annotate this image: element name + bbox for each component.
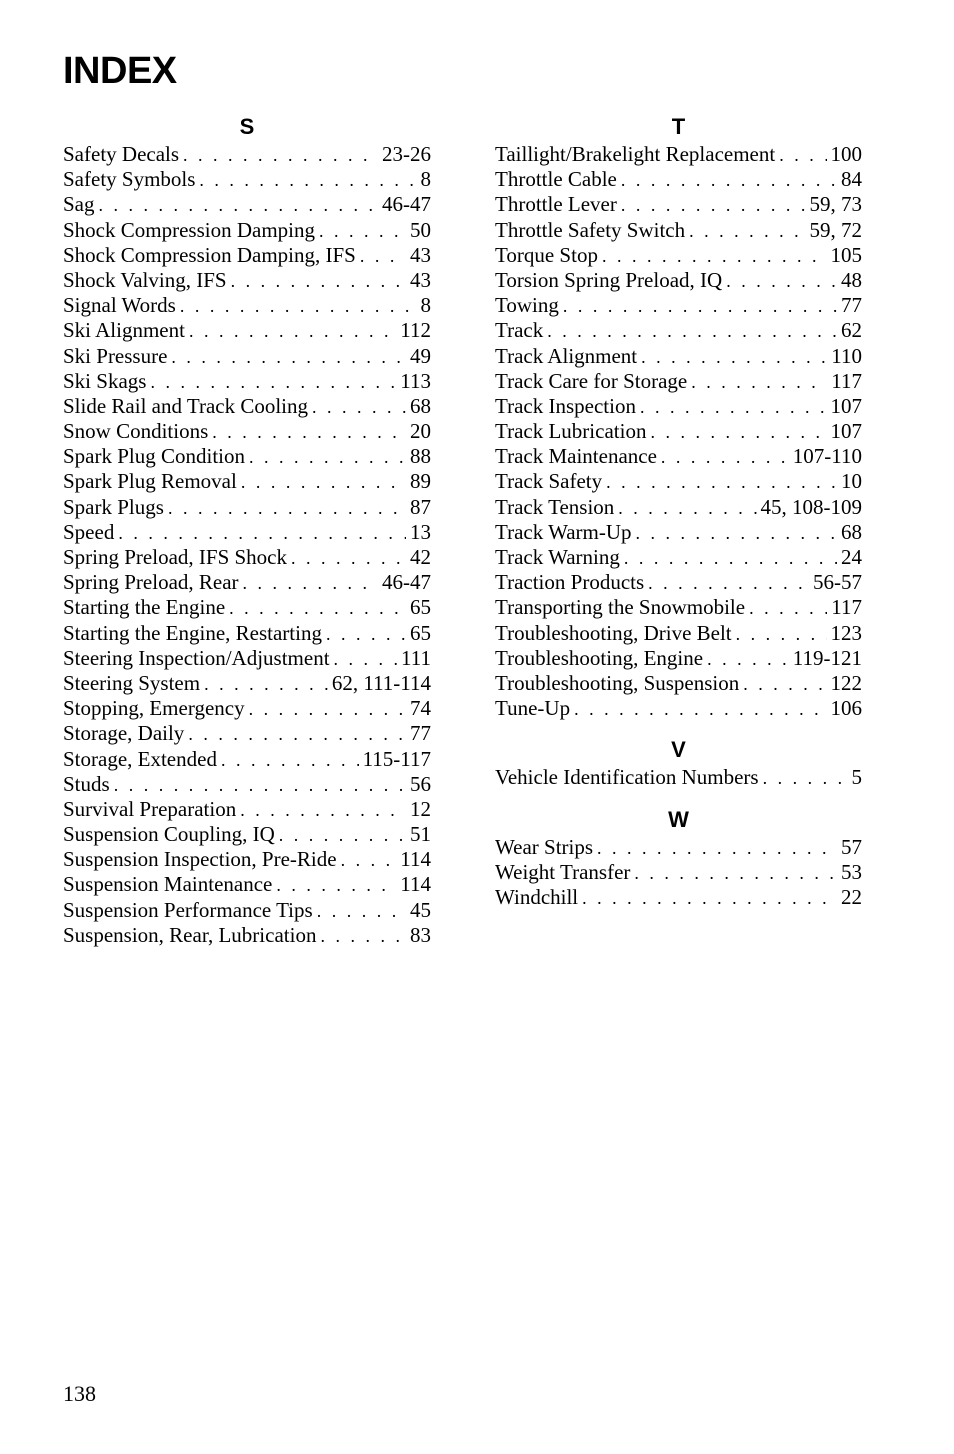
dot-leader [312, 395, 406, 420]
index-entry [63, 520, 431, 545]
dot-leader [188, 722, 406, 747]
dot-leader [736, 622, 827, 647]
entry-page: 59, 73 [809, 192, 862, 217]
entry-term: Wear Strips [495, 834, 594, 859]
entry-term: Stopping, Emergency [63, 696, 245, 721]
dot-leader [320, 924, 406, 949]
entry-term: Signal Words [63, 293, 176, 318]
entry-page: 57 [841, 834, 862, 859]
dot-leader [648, 571, 809, 596]
index-entry [495, 765, 862, 790]
entry-term: Ski Alignment [63, 318, 185, 343]
entry-page: 88 [410, 444, 431, 469]
dot-leader [606, 470, 837, 495]
dot-leader [180, 294, 417, 319]
index-entry [495, 344, 862, 369]
dot-leader [640, 395, 827, 420]
entry-term: Ski Pressure [63, 343, 168, 368]
entry-page: 83 [410, 922, 431, 947]
entry-term: Shock Valving, IFS [63, 267, 227, 292]
index-entry [63, 243, 431, 268]
entry-page: 113 [400, 368, 431, 393]
index-entry [63, 268, 431, 293]
index-entry [63, 192, 431, 217]
index-column-right [495, 112, 862, 924]
index-entry [63, 747, 431, 772]
entry-page: 100 [830, 142, 862, 166]
entry-term: Steering Inspection/Adjustment [63, 645, 330, 670]
index-entry [63, 469, 431, 494]
index-entry [495, 243, 862, 268]
entry-page: 46-47 [382, 192, 431, 217]
index-entry [63, 293, 431, 318]
dot-leader [240, 798, 406, 823]
dot-leader [221, 748, 359, 773]
index-entry [495, 142, 862, 167]
index-entry [63, 696, 431, 721]
index-entry [495, 646, 862, 671]
entry-page: 51 [410, 822, 431, 847]
dot-leader [150, 370, 396, 395]
entry-term: Weight Transfer [495, 859, 631, 884]
entry-term: Suspension Coupling, IQ [63, 822, 275, 847]
entry-page: 123 [830, 620, 862, 645]
entry-term: Suspension Inspection, Pre-Ride [63, 847, 337, 872]
index-entry [495, 167, 862, 192]
entry-page: 59, 72 [809, 217, 862, 242]
entry-term: Windchill [495, 884, 579, 909]
entry-page: 65 [410, 595, 431, 620]
dot-leader [743, 672, 826, 697]
dot-leader [341, 848, 397, 873]
index-entry [63, 772, 431, 797]
entry-page: 74 [410, 696, 431, 721]
dot-leader [726, 269, 837, 294]
index-section [495, 805, 862, 911]
entry-page: 50 [410, 217, 431, 242]
entry-page: 45 [410, 897, 431, 922]
entry-term: Tune-Up [495, 696, 571, 721]
dot-leader [291, 546, 406, 571]
entry-term: Shock Compression Damping [63, 217, 315, 242]
entry-page: 107-110 [792, 444, 862, 469]
dot-leader [661, 445, 789, 470]
index-entry [495, 885, 862, 910]
index-entry [63, 595, 431, 620]
index-entry [63, 167, 431, 192]
entry-page: 122 [830, 670, 862, 695]
entry-page: 49 [410, 343, 431, 368]
entry-page: 107 [830, 419, 862, 444]
dot-leader [326, 622, 406, 647]
dot-leader [279, 823, 406, 848]
index-entry [63, 923, 431, 948]
dot-leader [276, 873, 396, 898]
entry-term: Ski Skags [63, 368, 147, 393]
entry-term: Starting the Engine [63, 595, 226, 620]
entry-page: 43 [410, 267, 431, 292]
entry-page: 65 [410, 620, 431, 645]
entry-term: Track Inspection [495, 393, 636, 418]
index-section [63, 112, 431, 948]
index-entry [495, 192, 862, 217]
entry-term: Track Care for Storage [495, 368, 688, 393]
entry-term: Track Warm-Up [495, 519, 632, 544]
entry-term: Track Maintenance [495, 444, 657, 469]
index-entry [63, 570, 431, 595]
entry-term: Safety Decals [63, 142, 180, 166]
entry-page: 111 [401, 645, 431, 670]
index-entry [63, 318, 431, 343]
index-entry [63, 671, 431, 696]
entry-page: 48 [841, 267, 862, 292]
entry-page: 106 [830, 696, 862, 721]
entry-page: 68 [410, 393, 431, 418]
entry-term: Shock Compression Damping, IFS [63, 242, 356, 267]
index-section [495, 735, 862, 790]
dot-leader [597, 836, 837, 861]
entry-page: 56-57 [813, 570, 862, 595]
entry-term: Track Tension [495, 494, 615, 519]
index-entry [495, 545, 862, 570]
entry-page: 8 [420, 293, 431, 318]
entry-term: Speed [63, 519, 115, 544]
dot-leader [243, 571, 378, 596]
entry-term: Spring Preload, Rear [63, 570, 239, 595]
entry-term: Taillight/Brakelight Replacement [495, 142, 776, 166]
index-entry [495, 671, 862, 696]
entry-page: 20 [410, 419, 431, 444]
index-entry [63, 847, 431, 872]
index-entry [495, 595, 862, 620]
dot-leader [689, 219, 805, 244]
index-entry [63, 369, 431, 394]
index-entry [495, 469, 862, 494]
entry-term: Throttle Cable [495, 167, 617, 192]
index-entry [495, 495, 862, 520]
entry-page: 56 [410, 771, 431, 796]
entry-page: 84 [841, 167, 862, 192]
entry-page: 10 [841, 469, 862, 494]
index-entry [495, 835, 862, 860]
entry-term: Suspension Maintenance [63, 872, 273, 897]
entry-term: Troubleshooting, Engine [495, 645, 704, 670]
dot-leader [229, 596, 406, 621]
entry-page: 45, 108-109 [760, 494, 862, 519]
entry-page: 87 [410, 494, 431, 519]
dot-leader [183, 143, 378, 168]
entry-term: Suspension Performance Tips [63, 897, 313, 922]
dot-leader [319, 219, 406, 244]
section-letter: T [671, 114, 686, 139]
dot-leader [691, 370, 827, 395]
entry-term: Spring Preload, IFS Shock [63, 545, 288, 569]
entry-term: Suspension, Rear, Lubrication [63, 922, 317, 947]
entry-page: 114 [400, 847, 431, 872]
entry-term: Torsion Spring Preload, IQ [495, 267, 723, 292]
entry-term: Spark Plug Removal [63, 469, 237, 494]
entry-term: Snow Conditions [63, 419, 209, 444]
entry-page: 112 [400, 318, 431, 343]
entry-term: Vehicle Identification Numbers [495, 765, 759, 790]
entry-term: Traction Products [495, 570, 645, 595]
dot-leader [749, 596, 827, 621]
entry-page: 53 [841, 859, 862, 884]
dot-leader [360, 244, 406, 269]
index-entry [63, 721, 431, 746]
index-entry [495, 293, 862, 318]
dot-leader [189, 319, 396, 344]
dot-leader [249, 697, 406, 722]
entry-page: 117 [831, 595, 862, 620]
dot-leader [249, 445, 406, 470]
entry-term: Throttle Safety Switch [495, 217, 686, 242]
entry-term: Towing [495, 293, 559, 318]
entry-page: 22 [841, 884, 862, 909]
index-entry [63, 545, 431, 570]
dot-leader [641, 345, 827, 370]
dot-leader [231, 269, 406, 294]
entry-term: Survival Preparation [63, 796, 237, 821]
section-letter: S [239, 114, 255, 139]
index-entry [495, 621, 862, 646]
index-entry [63, 495, 431, 520]
dot-leader [574, 697, 826, 722]
entry-term: Slide Rail and Track Cooling [63, 393, 309, 418]
index-entry [63, 872, 431, 897]
section-letter: W [668, 806, 689, 832]
entry-page: 13 [410, 519, 431, 544]
index-entry [495, 369, 862, 394]
entry-page: 12 [410, 796, 431, 821]
entry-term: Track [495, 318, 544, 343]
index-entry [63, 797, 431, 822]
page-number: 138 [63, 1381, 96, 1406]
entry-term: Track Safety [495, 469, 603, 494]
dot-leader [171, 345, 406, 370]
index-entry [495, 318, 862, 343]
entry-page: 105 [830, 242, 862, 267]
entry-page: 107 [830, 393, 862, 418]
entry-page: 62 [841, 318, 862, 343]
dot-leader [212, 420, 406, 445]
entry-page: 115-117 [362, 746, 431, 771]
entry-term: Track Alignment [495, 343, 638, 368]
entry-page: 46-47 [382, 570, 431, 595]
entry-page: 24 [841, 545, 862, 569]
index-entry [495, 268, 862, 293]
dot-leader [204, 672, 328, 697]
dot-leader [241, 470, 406, 495]
entry-page: 114 [400, 872, 431, 897]
dot-leader [707, 647, 789, 672]
entry-term: Spark Plugs [63, 494, 164, 519]
index-entry [63, 394, 431, 419]
dot-leader [118, 521, 406, 546]
entry-term: Transporting the Snowmobile [495, 595, 746, 620]
index-entry [495, 444, 862, 469]
index-entry [495, 520, 862, 545]
dot-leader [763, 766, 848, 791]
index-entry [63, 444, 431, 469]
index-entry [63, 646, 431, 671]
dot-leader [634, 861, 837, 886]
index-section [495, 112, 862, 721]
entry-term: Throttle Lever [495, 192, 617, 217]
entry-term: Torque Stop [495, 242, 598, 267]
dot-leader [114, 773, 406, 798]
dot-leader [636, 521, 837, 546]
entry-term: Storage, Daily [63, 721, 185, 746]
entry-page: 62, 111-114 [331, 670, 431, 695]
dot-leader [199, 168, 416, 193]
dot-leader [563, 294, 837, 319]
index-entry [495, 570, 862, 595]
dot-leader [582, 886, 837, 911]
dot-leader [547, 319, 837, 344]
dot-leader [650, 420, 826, 445]
entry-term: Track Lubrication [495, 419, 647, 444]
dot-leader [602, 244, 827, 269]
index-entry [495, 860, 862, 885]
entry-term: Studs [63, 771, 110, 796]
index-entry [63, 621, 431, 646]
index-entry [495, 218, 862, 243]
index-entry [495, 394, 862, 419]
entry-term: Troubleshooting, Suspension [495, 670, 740, 695]
dot-leader [317, 899, 406, 924]
entry-page: 110 [831, 343, 862, 368]
entry-page: 77 [841, 293, 862, 318]
entry-term: Safety Symbols [63, 167, 196, 192]
dot-leader [99, 193, 379, 218]
dot-leader [624, 546, 837, 571]
dot-leader [621, 193, 806, 218]
section-letter: V [671, 737, 686, 763]
entry-term: Sag [63, 192, 95, 217]
dot-leader [621, 168, 837, 193]
entry-page: 42 [410, 545, 431, 569]
entry-term: Troubleshooting, Drive Belt [495, 620, 732, 645]
entry-term: Starting the Engine, Restarting [63, 620, 322, 645]
entry-page: 68 [841, 519, 862, 544]
index-entry [63, 344, 431, 369]
entry-page: 8 [420, 167, 431, 192]
index-entry [495, 696, 862, 721]
index-entry [63, 419, 431, 444]
entry-page: 5 [851, 765, 862, 790]
index-entry [63, 822, 431, 847]
dot-leader [334, 647, 398, 672]
dot-leader [779, 143, 826, 168]
dot-leader [618, 496, 756, 521]
entry-page: 43 [410, 242, 431, 267]
index-entry [63, 898, 431, 923]
entry-term: Spark Plug Condition [63, 444, 246, 469]
entry-page: 117 [831, 368, 862, 393]
dot-leader [168, 496, 406, 521]
index-entry [63, 218, 431, 243]
index-entry [63, 142, 431, 167]
entry-page: 77 [410, 721, 431, 746]
entry-page: 119-121 [792, 645, 862, 670]
entry-term: Steering System [63, 670, 201, 695]
page-title: INDEX [63, 50, 177, 92]
entry-term: Track Warning [495, 545, 620, 569]
index-entry [495, 419, 862, 444]
entry-term: Storage, Extended [63, 746, 217, 771]
entry-page: 23-26 [382, 142, 431, 166]
entry-page: 89 [410, 469, 431, 494]
index-column-left [63, 112, 431, 962]
